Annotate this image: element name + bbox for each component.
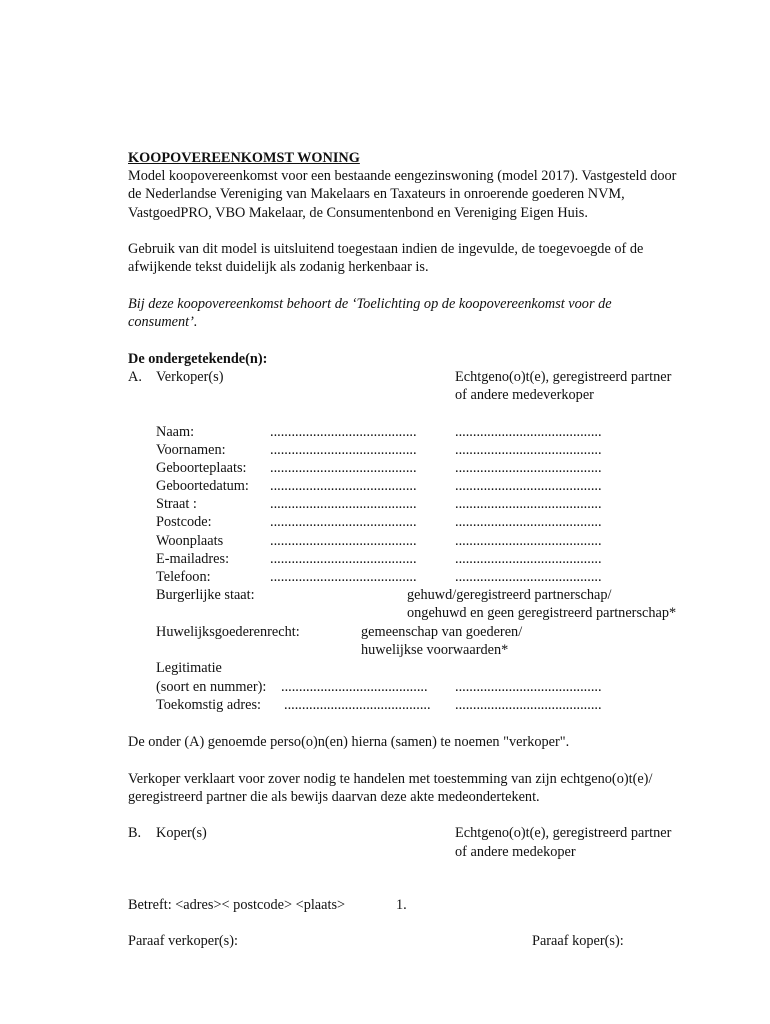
field-dots-emailadres-seller: .........................................	[270, 551, 417, 567]
buyer-label: Koper(s)	[156, 825, 207, 841]
legitimation-label-2: (soort en nummer):	[156, 679, 267, 695]
field-dots-telefoon-seller: .........................................	[270, 569, 417, 585]
field-dots-geboortedatum-partner: .........................................	[455, 478, 602, 494]
field-label-geboortedatum: Geboortedatum:	[156, 478, 249, 494]
usage-line-1: Gebruik van dit model is uitsluitend toegestaan indien de ingevulde, de toegevoegde of de	[128, 241, 644, 257]
seller-label: Verkoper(s)	[156, 369, 224, 385]
field-label-straat: Straat :	[156, 496, 197, 512]
field-dots-straat-seller: .........................................	[270, 496, 417, 512]
future-address-label: Toekomstig adres:	[156, 697, 262, 713]
field-dots-emailadres-partner: .........................................	[455, 551, 602, 567]
field-label-woonplaats: Woonplaats	[156, 533, 224, 549]
footer-subject: Betreft: <adres>< postcode> <plaats>	[128, 897, 346, 913]
field-label-geboorteplaats: Geboorteplaats:	[156, 460, 247, 476]
initials-seller-label: Paraaf verkoper(s):	[128, 933, 238, 949]
legitimation-dots-partner: .........................................	[455, 679, 602, 695]
field-dots-voornamen-seller: .........................................	[270, 442, 417, 458]
field-label-voornamen: Voornamen:	[156, 442, 226, 458]
field-dots-naam-partner: .........................................	[455, 424, 602, 440]
intro-line-1: Model koopovereenkomst voor een bestaande eengezinswoning (model 2017). Vastgesteld door	[128, 168, 677, 184]
page-number: 1.	[396, 897, 407, 913]
field-dots-woonplaats-seller: .........................................	[270, 533, 417, 549]
intro-line-3: VastgoedPRO, VBO Makelaar, de Consumentenbond en Vereniging Eigen Huis.	[128, 205, 588, 221]
field-dots-woonplaats-partner: .........................................	[455, 533, 602, 549]
future-address-dots-seller: .........................................	[284, 697, 431, 713]
field-dots-naam-seller: .........................................	[270, 424, 417, 440]
seller-partner-line-2: of andere medeverkoper	[455, 387, 594, 403]
field-label-emailadres: E-mailadres:	[156, 551, 230, 567]
civil-status-option-2: ongehuwd en geen geregistreerd partnerschap*	[407, 605, 677, 621]
field-dots-postcode-partner: .........................................	[455, 514, 602, 530]
document-title: KOOPOVEREENKOMST WONING	[128, 150, 360, 166]
field-dots-voornamen-partner: .........................................	[455, 442, 602, 458]
initials-buyer-label: Paraaf koper(s):	[532, 933, 624, 949]
seller-consent-line-1: Verkoper verklaart voor zover nodig te handelen met toestemming van zijn echtgeno(o)t(e)/	[128, 771, 653, 787]
field-dots-geboorteplaats-partner: .........................................	[455, 460, 602, 476]
buyer-partner-line-1: Echtgeno(o)t(e), geregistreerd partner	[455, 825, 672, 841]
seller-definition: De onder (A) genoemde perso(o)n(en) hierna (samen) te noemen "verkoper".	[128, 734, 570, 750]
intro-line-2: de Nederlandse Vereniging van Makelaars en Taxateurs in onroerende goederen NVM,	[128, 186, 625, 202]
civil-status-label: Burgerlijke staat:	[156, 587, 255, 603]
field-dots-geboorteplaats-seller: .........................................	[270, 460, 417, 476]
seller-letter: A.	[128, 369, 142, 385]
seller-partner-line-1: Echtgeno(o)t(e), geregistreerd partner	[455, 369, 672, 385]
note-line-1: Bij deze koopovereenkomst behoort de ‘Toelichting op de koopovereenkomst voor de	[128, 296, 612, 312]
field-label-telefoon: Telefoon:	[156, 569, 211, 585]
buyer-letter: B.	[128, 825, 142, 841]
marital-property-option-2: huwelijkse voorwaarden*	[361, 642, 509, 658]
field-dots-geboortedatum-seller: .........................................	[270, 478, 417, 494]
legitimation-label-1: Legitimatie	[156, 660, 222, 676]
signatories-heading: De ondergetekende(n):	[128, 351, 268, 367]
future-address-dots-partner: .........................................	[455, 697, 602, 713]
marital-property-option-1: gemeenschap van goederen/	[361, 624, 523, 640]
marital-property-label: Huwelijksgoederenrecht:	[156, 624, 300, 640]
note-line-2: consument’.	[128, 314, 198, 330]
civil-status-option-1: gehuwd/geregistreerd partnerschap/	[407, 587, 612, 603]
field-dots-postcode-seller: .........................................	[270, 514, 417, 530]
legitimation-dots-seller: .........................................	[281, 679, 428, 695]
usage-line-2: afwijkende tekst duidelijk als zodanig herkenbaar is.	[128, 259, 429, 275]
field-label-naam: Naam:	[156, 424, 195, 440]
buyer-partner-line-2: of andere medekoper	[455, 844, 576, 860]
seller-consent-line-2: geregistreerd partner die als bewijs daarvan deze akte medeondertekent.	[128, 789, 540, 805]
field-dots-telefoon-partner: .........................................	[455, 569, 602, 585]
field-label-postcode: Postcode:	[156, 514, 212, 530]
field-dots-straat-partner: .........................................	[455, 496, 602, 512]
